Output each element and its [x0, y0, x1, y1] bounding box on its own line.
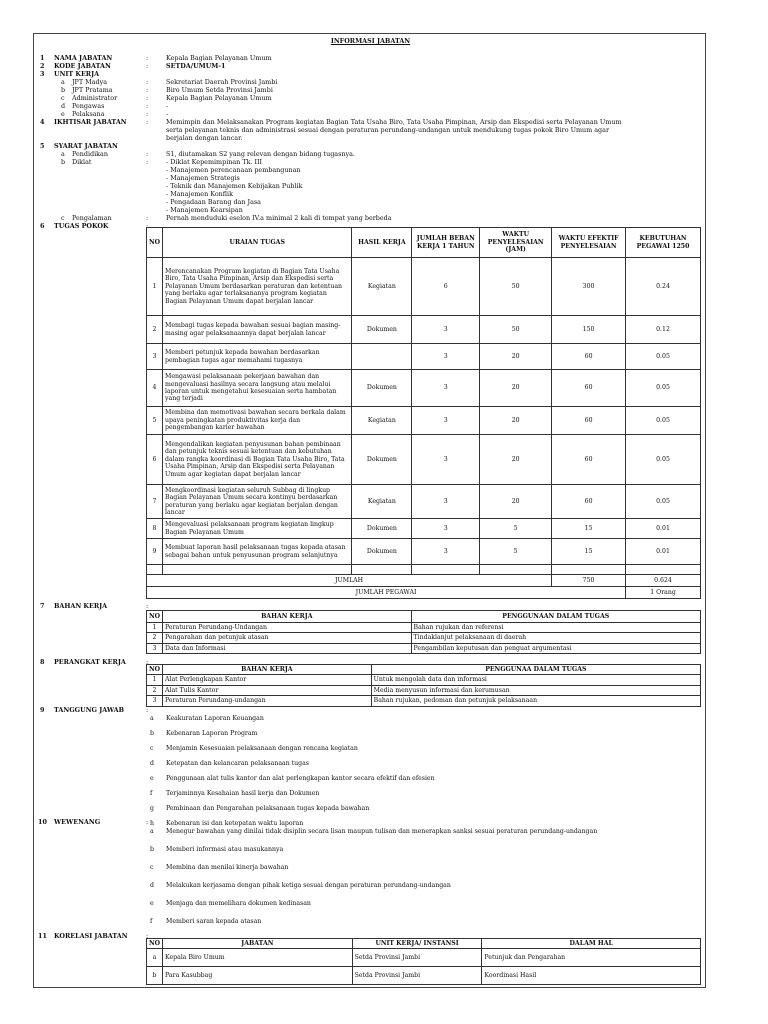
- row-hasil: Kegiatan: [352, 407, 412, 435]
- section-11-label: KORELASI JABATAN: [54, 932, 128, 940]
- table-row: [147, 949, 701, 967]
- list-letter: b: [150, 730, 154, 737]
- row-efektif: 60: [552, 435, 626, 485]
- row-pegawai: 0.05: [626, 370, 701, 407]
- col-header: DALAM HAL: [482, 939, 701, 949]
- syarat-label: Pendidikan: [72, 150, 108, 158]
- row-hasil: Dokumen: [352, 370, 412, 407]
- section-8-label: PERANGKAT KERJA: [54, 658, 126, 666]
- row-bahan: Alat Perlengkapan Kantor: [163, 675, 372, 685]
- colon: :: [146, 78, 149, 86]
- unit-letter: e: [61, 110, 65, 118]
- table-row-empty: [147, 565, 701, 575]
- jumlah-efektif: 750: [552, 575, 626, 587]
- table-row: [147, 435, 701, 485]
- row-no: a: [147, 949, 163, 967]
- jumlah-row: [147, 575, 701, 587]
- diklat-item: - Manajemen Strategis: [166, 174, 240, 182]
- col-header: BAHAN KERJA: [163, 665, 372, 675]
- row-hal: Koordinasi Hasil: [482, 967, 701, 985]
- row-no: 4: [147, 370, 163, 407]
- row-efektif: 60: [552, 370, 626, 407]
- col-header: PENGGUNAA DALAM TUGAS: [371, 665, 700, 675]
- row-guna: Bahan rujukan, pedoman dan petunjuk pelaksanaan: [371, 696, 700, 706]
- unit-value: -: [166, 102, 169, 110]
- colon: :: [146, 658, 149, 666]
- colon: :: [146, 818, 149, 826]
- row-waktu: 20: [480, 344, 552, 370]
- row-guna: Untuk mengolah data dan informasi: [371, 675, 700, 685]
- row-hasil: [352, 344, 412, 370]
- row-waktu: 20: [480, 407, 552, 435]
- ikhtisar-line: Memimpin dan Melaksanakan Program kegiatan Bagian Tata Usaha Biro, Tata Usaha Pimpinan, Arsip dan Ekspedisi serta Pelayanan Umum: [166, 118, 622, 126]
- colon: :: [146, 102, 149, 110]
- list-letter: e: [150, 900, 154, 907]
- korelasi-jabatan-table: [146, 938, 701, 985]
- row-no: 1: [147, 258, 163, 316]
- syarat-letter: a: [61, 150, 65, 158]
- row-waktu: 50: [480, 316, 552, 344]
- table-row: [147, 316, 701, 344]
- ikhtisar-line: serta pelayanan teknis dan administrasi sesuai dengan peraturan perundang-undangan untuk mendukung tugas pokok Biro Umum agar: [166, 126, 610, 134]
- row-no: 2: [147, 316, 163, 344]
- colon: :: [146, 62, 149, 70]
- row-bahan: Peraturan Perundang-undangan: [163, 696, 372, 706]
- row-uraian: Membuat laporan hasil pelaksanaan tugas kepada atasan sebagai bahan untuk penyusunan program selanjutnya: [163, 539, 352, 565]
- section-6-num: 6: [40, 222, 45, 230]
- section-11-num: 11: [38, 932, 47, 940]
- row-efektif: 60: [552, 485, 626, 519]
- table-row: [147, 685, 701, 695]
- row-no: 3: [147, 344, 163, 370]
- row-hasil: Dokumen: [352, 435, 412, 485]
- tanggung-jawab-item: Kebenaran isi dan ketepatan waktu laporan: [166, 820, 304, 827]
- row-beban: 3: [412, 407, 480, 435]
- section-6-label: TUGAS POKOK: [54, 222, 109, 230]
- jumlah-pegawai-row: [147, 587, 701, 599]
- unit-label: JPT Pratama: [72, 86, 113, 94]
- table-row: [147, 485, 701, 519]
- section-4-label: IKHTISAR JABATAN: [54, 118, 127, 126]
- section-4-num: 4: [40, 118, 45, 126]
- tanggung-jawab-item: Ketepatan dan kelancaran pelaksanaan tugas: [166, 760, 309, 767]
- unit-letter: c: [61, 94, 65, 102]
- list-letter: c: [150, 745, 154, 752]
- diklat-item: - Manajemen Kearsipan: [166, 206, 243, 214]
- col-header: PENGGUNAAN DALAM TUGAS: [411, 611, 700, 623]
- tanggung-jawab-item: Keakuratan Laporan Keuangan: [166, 715, 264, 722]
- unit-label: Administrator: [72, 94, 118, 102]
- row-no: 1: [147, 675, 163, 685]
- section-1-label: NAMA JABATAN: [54, 54, 113, 62]
- section-9-label: TANGGUNG JAWAB: [54, 706, 125, 714]
- diklat-item: - Teknik dan Manajemen Kebijakan Publik: [166, 182, 303, 190]
- row-bahan: Alat Tulis Kantor: [163, 685, 372, 695]
- row-uraian: Memberi petunjuk kepada bawahan berdasarkan pembagian tugas agar memahami tugasnya: [163, 344, 352, 370]
- wewenang-item: Menjaga dan memelihara dokumen kedinasan: [166, 900, 311, 907]
- row-hal: Petunjuk dan Pengarahan: [482, 949, 701, 967]
- row-hasil: Dokumen: [352, 539, 412, 565]
- row-beban: 3: [412, 435, 480, 485]
- perangkat-kerja-table: [146, 664, 701, 707]
- jumlah-pegawai-value: 1 Orang: [626, 587, 701, 599]
- row-pegawai: 0.12: [626, 316, 701, 344]
- row-efektif: 15: [552, 519, 626, 539]
- section-8-num: 8: [40, 658, 45, 666]
- colon: :: [146, 158, 149, 166]
- jumlah-label: JUMLAH: [147, 575, 552, 587]
- unit-value: Kepala Bagian Pelayanan Umum: [166, 94, 272, 102]
- col-header: URAIAN TUGAS: [163, 228, 352, 258]
- tugas-pokok-table: [146, 227, 701, 599]
- row-bahan: Pengarahan dan petunjuk atasan: [163, 633, 412, 643]
- diklat-item: - Diklat Kepemimpinan Tk. III: [166, 158, 263, 166]
- table-row: [147, 370, 701, 407]
- row-no: b: [147, 967, 163, 985]
- row-bahan: Peraturan Perundang-Undangan: [163, 623, 412, 633]
- col-header: NO: [147, 611, 163, 623]
- list-letter: f: [150, 918, 153, 925]
- col-header: NO: [147, 939, 163, 949]
- bahan-kerja-table: [146, 610, 701, 654]
- colon: :: [146, 118, 149, 126]
- row-guna: Bahan rujukan dan referensi: [411, 623, 700, 633]
- list-letter: a: [150, 715, 154, 722]
- table-row: [147, 696, 701, 706]
- row-efektif: 60: [552, 407, 626, 435]
- table-row: [147, 539, 701, 565]
- list-letter: e: [150, 775, 154, 782]
- colon: :: [146, 86, 149, 94]
- row-uraian: Mengendalikan kegiatan penyusunan bahan pembinaan dan petunjuk teknis sesuai ketentuan dan kebutuhan dalam rangka koordinasi di Bagian Tata Usaha Biro, Tata Usaha Pimpinan, Arsip dan Ekspedisi serta Pelayanan Umum agar kegiatan dapat berjalan lancar: [163, 435, 352, 485]
- row-pegawai: 0.05: [626, 344, 701, 370]
- col-header: KEBUTUHAN PEGAWAI 1250: [626, 228, 701, 258]
- ikhtisar-line: berjalan dengan lancar.: [166, 134, 243, 142]
- section-10-num: 10: [38, 818, 47, 826]
- row-beban: 6: [412, 258, 480, 316]
- col-header: BAHAN KERJA: [163, 611, 412, 623]
- row-pegawai: 0.01: [626, 539, 701, 565]
- section-1-num: 1: [40, 54, 45, 62]
- unit-letter: b: [61, 86, 66, 94]
- colon: :: [146, 150, 149, 158]
- table-row: [147, 675, 701, 685]
- wewenang-item: Membina dan menilai kinerja bawahan: [166, 864, 289, 871]
- section-3-label: UNIT KERJA: [54, 70, 100, 78]
- diklat-item: - Manajemen Konflik: [166, 190, 233, 198]
- diklat-item: - Manajemen perencanaan pembangunan: [166, 166, 301, 174]
- row-jabatan: Para Kasubbag: [163, 967, 353, 985]
- row-beban: 3: [412, 519, 480, 539]
- list-letter: c: [150, 864, 154, 871]
- wewenang-item: Memberi informasi atau masukannya: [166, 846, 284, 853]
- tanggung-jawab-item: Pembinaan dan Pengarahan pelaksanaan tugas kepada bawahan: [166, 805, 370, 812]
- unit-letter: d: [61, 102, 66, 110]
- col-header: NO: [147, 665, 163, 675]
- tanggung-jawab-item: Menjamin Kesesuaian pelaksanaan dengan rencana kegiatan: [166, 745, 358, 752]
- row-uraian: Mengevaluasi pelaksanaan program kegiatan lingkup Bagian Pelayanan Umum: [163, 519, 352, 539]
- row-beban: 3: [412, 316, 480, 344]
- row-no: 3: [147, 696, 163, 706]
- colon: :: [146, 94, 149, 102]
- section-1-value: Kepala Bagian Pelayanan Umum: [166, 54, 272, 62]
- tanggung-jawab-item: Terjaminnya Kesahaian hasil kerja dan Dokumen: [166, 790, 320, 797]
- section-9-num: 9: [40, 706, 45, 714]
- row-beban: 3: [412, 485, 480, 519]
- colon: :: [146, 932, 149, 940]
- table-row: [147, 407, 701, 435]
- list-letter: b: [150, 846, 154, 853]
- row-uraian: Membina dan memotivasi bawahan secara berkala dalam upaya peningkatan produktivitas kerja dan pengembangan karier bawahan: [163, 407, 352, 435]
- table-row: [147, 519, 701, 539]
- list-letter: d: [150, 760, 154, 767]
- section-7-label: BAHAN KERJA: [54, 602, 108, 610]
- tanggung-jawab-item: Kebenaran Laporan Program: [166, 730, 258, 737]
- row-uraian: Merencanakan Program kegiatan di Bagian Tata Usaha Biro, Tata Usaha Pimpinan, Arsip dan Ekspedisi serta Pelayanan Umum berdasarkan peraturan dan ketentuan yang berlaku agar terlaksananya program kegiatan Bagian Pelayanan Umum dapat berjalan lancar: [163, 258, 352, 316]
- row-beban: 3: [412, 539, 480, 565]
- jumlah-pegawai-label: JUMLAH PEGAWAI: [147, 587, 626, 599]
- row-efektif: 150: [552, 316, 626, 344]
- row-pegawai: 0.05: [626, 485, 701, 519]
- colon: :: [146, 602, 149, 610]
- section-2-num: 2: [40, 62, 45, 70]
- col-header: JUMLAH BEBAN KERJA 1 TAHUN: [412, 228, 480, 258]
- row-no: 2: [147, 633, 163, 643]
- row-waktu: 20: [480, 435, 552, 485]
- row-beban: 3: [412, 370, 480, 407]
- colon: :: [146, 110, 149, 118]
- row-no: 1: [147, 623, 163, 633]
- document-title: INFORMASI JABATAN: [330, 37, 411, 45]
- row-pegawai: 0.05: [626, 407, 701, 435]
- row-hasil: Kegiatan: [352, 485, 412, 519]
- colon: :: [146, 54, 149, 62]
- row-efektif: 300: [552, 258, 626, 316]
- section-5-num: 5: [40, 142, 45, 150]
- unit-label: Pelaksana: [72, 110, 105, 118]
- row-waktu: 50: [480, 258, 552, 316]
- row-unit: Setda Provinsi Jambi: [352, 967, 482, 985]
- row-no: 8: [147, 519, 163, 539]
- row-no: 7: [147, 485, 163, 519]
- list-letter: h: [150, 820, 154, 827]
- syarat-letter: b: [61, 158, 66, 166]
- unit-value: Sekretariat Daerah Provinsi Jambi: [166, 78, 278, 86]
- syarat-label: Pengalaman: [72, 214, 112, 222]
- syarat-label: Diklat: [72, 158, 92, 166]
- row-hasil: Kegiatan: [352, 258, 412, 316]
- row-beban: 3: [412, 344, 480, 370]
- col-header: WAKTU PENYELESAIAN (JAM): [480, 228, 552, 258]
- jumlah-pegawai: 0.624: [626, 575, 701, 587]
- unit-value: -: [166, 110, 169, 118]
- row-bahan: Data dan Informasi: [163, 643, 412, 653]
- unit-letter: a: [61, 78, 65, 86]
- document-page: [33, 33, 706, 988]
- row-uraian: Mengkoordinasi kegiatan seluruh Subbag di lingkup Bagian Pelayanan Umum secara kontinyu berdasarkan peraturan yang berlaku agar kegiatan berjalan dengan lancar: [163, 485, 352, 519]
- list-letter: d: [150, 882, 154, 889]
- table-row: [147, 623, 701, 633]
- list-letter: a: [150, 828, 154, 835]
- colon: :: [146, 222, 149, 230]
- row-no: 9: [147, 539, 163, 565]
- pengalaman-value: Pernah menduduki eselon IV.a minimal 2 kali di tempat yang berbeda: [166, 214, 392, 222]
- col-header: NO: [147, 228, 163, 258]
- row-no: 6: [147, 435, 163, 485]
- row-efektif: 15: [552, 539, 626, 565]
- row-jabatan: Kepala Biro Umum: [163, 949, 353, 967]
- diklat-item: - Pengadaan Barang dan Jasa: [166, 198, 261, 206]
- row-waktu: 5: [480, 519, 552, 539]
- wewenang-item: Melakukan kerjasama dengan pihak ketiga sesuai dengan peraturan perundang-undangan: [166, 882, 451, 889]
- col-header: UNIT KERJA/ INSTANSI: [352, 939, 482, 949]
- row-efektif: 60: [552, 344, 626, 370]
- section-10-label: WEWENANG: [54, 818, 101, 826]
- row-no: 2: [147, 685, 163, 695]
- col-header: WAKTU EFEKTIF PENYELESAIAN: [552, 228, 626, 258]
- section-3-num: 3: [40, 70, 45, 78]
- unit-label: Pengawas: [72, 102, 105, 110]
- list-letter: g: [150, 805, 154, 812]
- tanggung-jawab-item: Penggunaan alat tulis kantor dan alat perlengkapan kantor secara efektif dan efesien: [166, 775, 435, 782]
- section-5-label: SYARAT JABATAN: [54, 142, 118, 150]
- col-header: JABATAN: [163, 939, 353, 949]
- row-guna: Tindaklanjut pelaksanaan di daerah: [411, 633, 700, 643]
- syarat-letter: c: [61, 214, 65, 222]
- section-2-value: SETDA/UMUM-1: [166, 62, 226, 70]
- unit-value: Biro Umum Setda Provinsi Jambi: [166, 86, 273, 94]
- row-no: 3: [147, 643, 163, 653]
- row-uraian: Mengawasi pelaksanaan pekerjaan bawahan dan mengevaluasi hasilnya secara langsung atau melalui laporan untuk mengetahui kesesuaian serta hambatan yang terjadi: [163, 370, 352, 407]
- row-uraian: Membagi tugas kepada bawahan sesuai bagian masing-masing agar pelaksanaannya dapat berjalan lancar: [163, 316, 352, 344]
- wewenang-item: Menegur bawahan yang dinilai tidak disiplin secara lisan maupun tulisan dan menerapkan sanksi sesuai peraturan perundang-undangan: [166, 828, 598, 835]
- list-letter: f: [150, 790, 153, 797]
- unit-label: JPT Madya: [72, 78, 108, 86]
- row-pegawai: 0.01: [626, 519, 701, 539]
- wewenang-item: Memberi saran kepada atasan: [166, 918, 262, 925]
- table-row: [147, 344, 701, 370]
- section-2-label: KODE JABATAN: [54, 62, 111, 70]
- row-waktu: 20: [480, 485, 552, 519]
- colon: :: [146, 214, 149, 222]
- row-guna: Pengambilan keputusan dan penguat argumentasi: [411, 643, 700, 653]
- col-header: HASIL KERJA: [352, 228, 412, 258]
- table-row: [147, 967, 701, 985]
- row-guna: Media menyusun informasi dan kerumusan: [371, 685, 700, 695]
- row-no: 5: [147, 407, 163, 435]
- row-pegawai: 0.05: [626, 435, 701, 485]
- row-hasil: Dokumen: [352, 519, 412, 539]
- pendidikan-value: S1, diutamakan S2 yang relevan dengan bidang tugasnya.: [166, 150, 355, 158]
- colon: :: [146, 706, 149, 714]
- row-waktu: 5: [480, 539, 552, 565]
- table-row: [147, 643, 701, 653]
- row-waktu: 20: [480, 370, 552, 407]
- row-unit: Setda Provinsi Jambi: [352, 949, 482, 967]
- row-pegawai: 0.24: [626, 258, 701, 316]
- table-row: [147, 633, 701, 643]
- row-hasil: Dokumen: [352, 316, 412, 344]
- table-row: [147, 258, 701, 316]
- section-7-num: 7: [40, 602, 45, 610]
